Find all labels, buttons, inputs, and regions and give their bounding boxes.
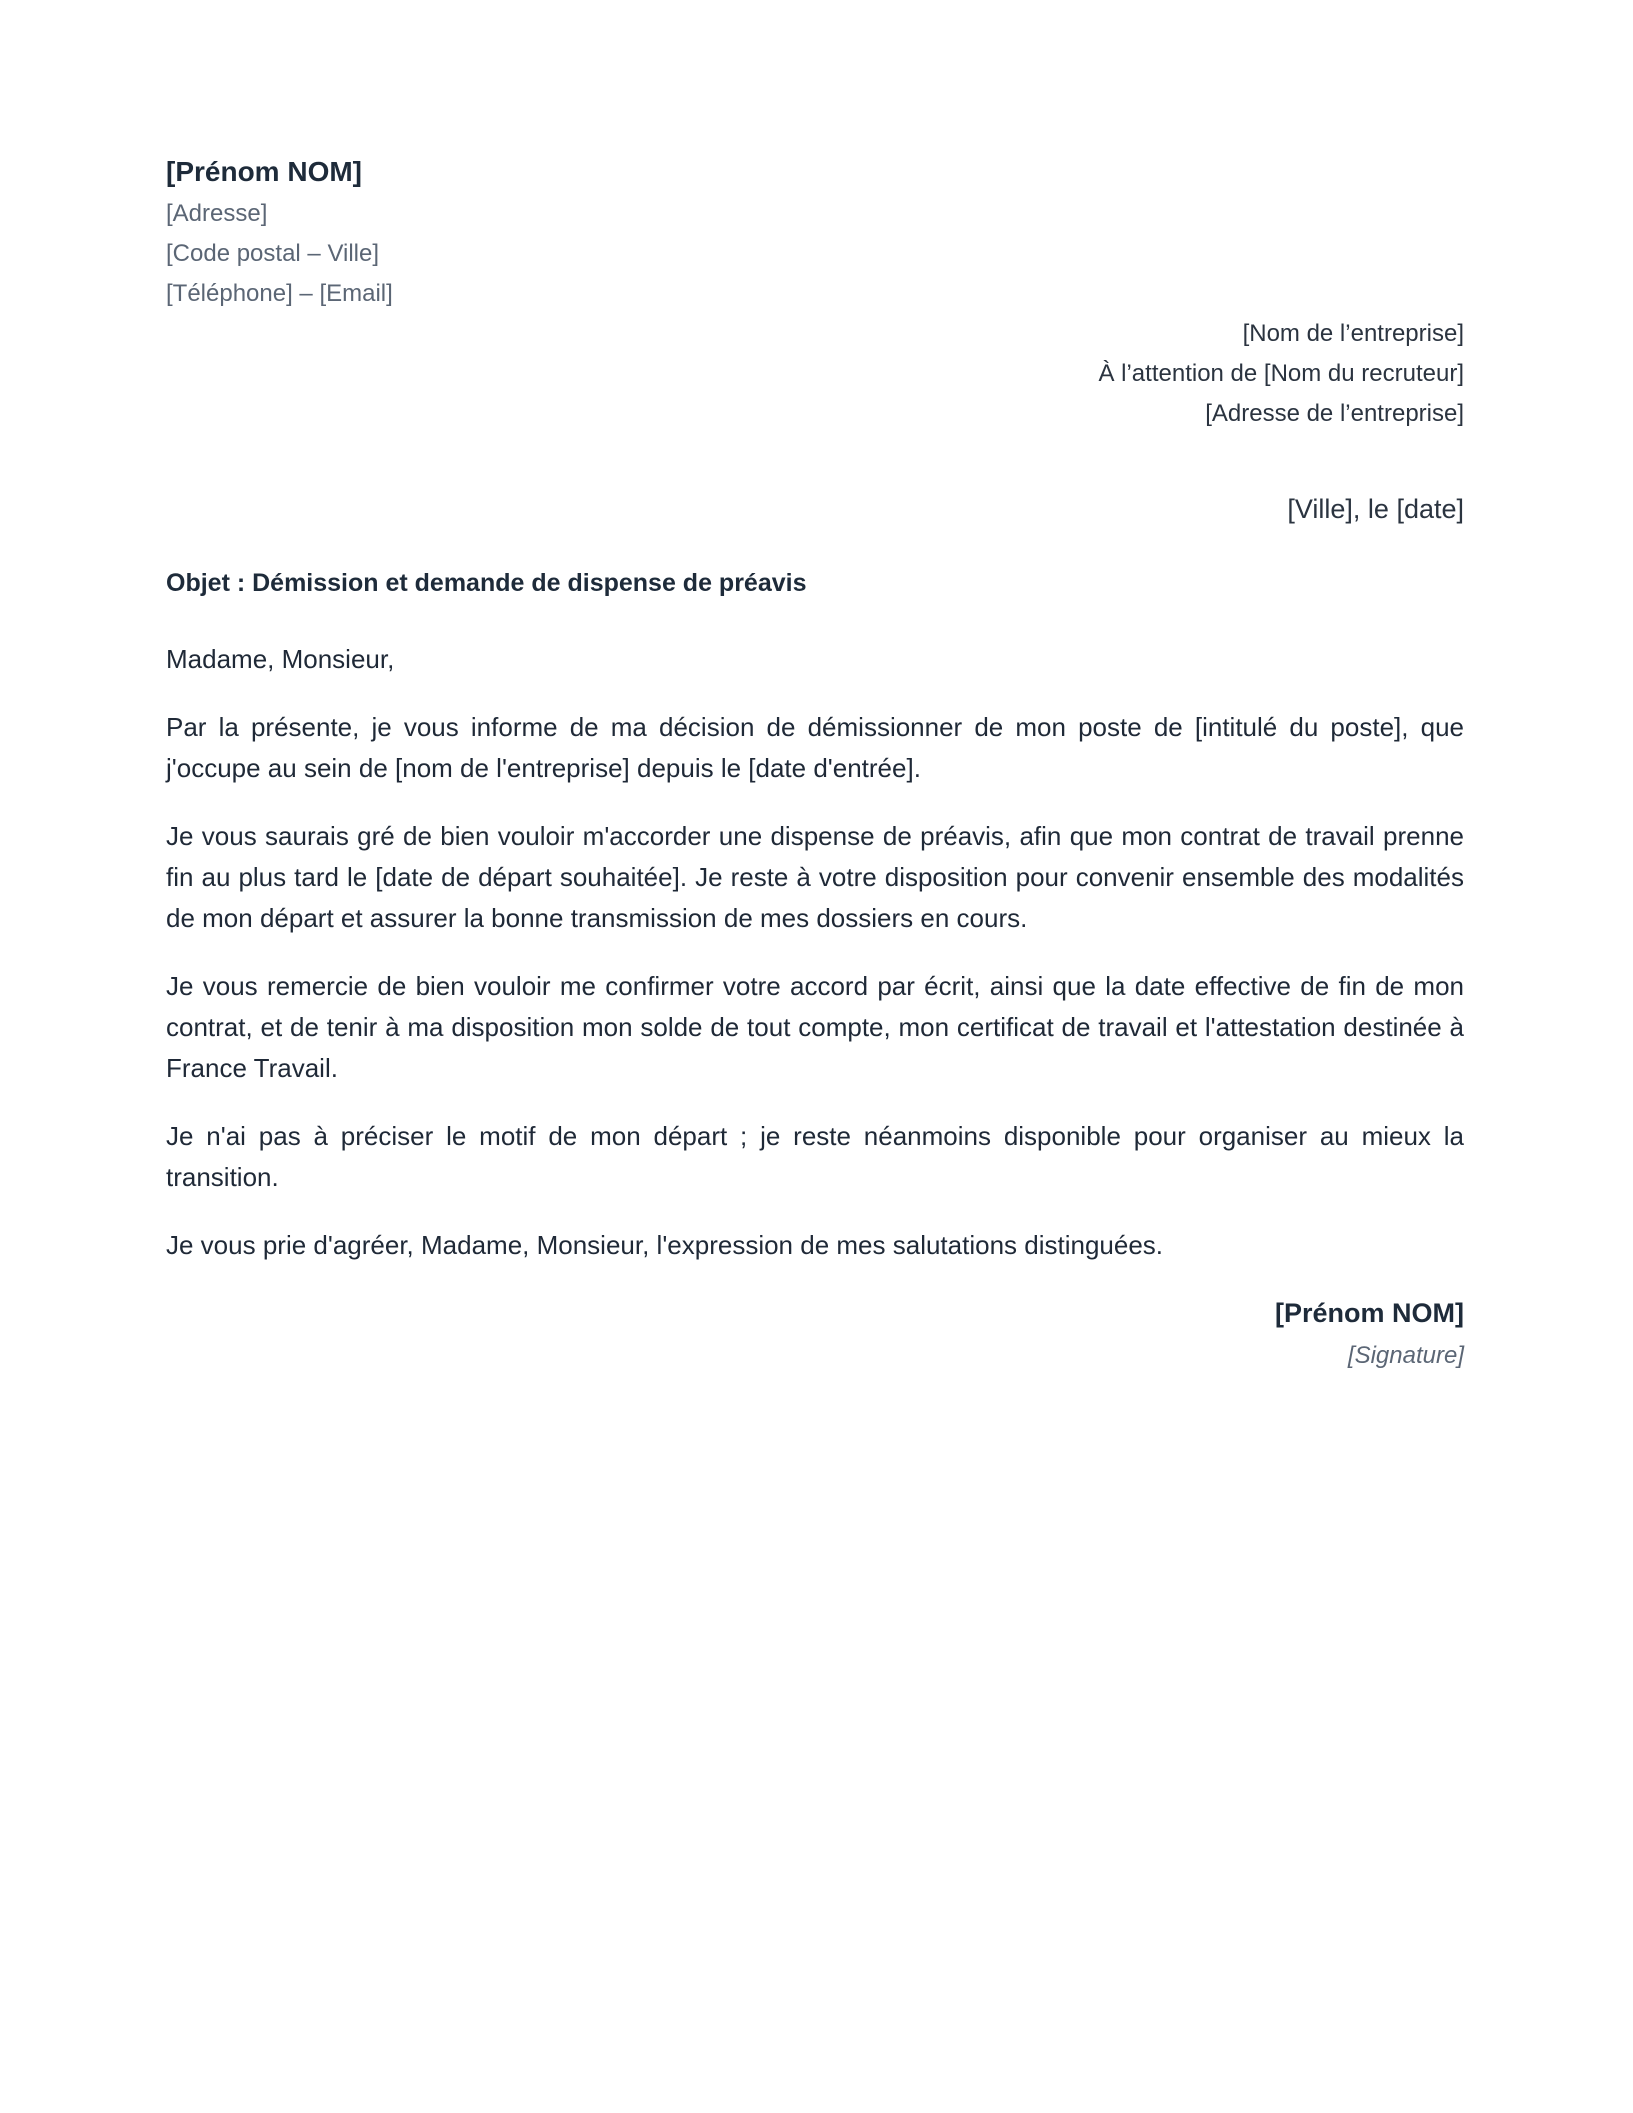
recipient-company: [Nom de l’entreprise]: [1242, 320, 1464, 347]
recipient-attention: À l’attention de [Nom du recruteur]: [1098, 360, 1464, 387]
sender-block: [166, 150, 1464, 314]
signature-name: [Prénom NOM]: [1275, 1298, 1464, 1328]
body-paragraph: Par la présente, je vous informe de ma décision de démissionner de mon poste de [intitulé du poste], que j'occupe au sein de [nom de l'entreprise] depuis le [date d'entrée].: [166, 712, 1464, 783]
letter-content: [166, 150, 1464, 1376]
letter-subject: Objet : Démission et demande de dispense de préavis: [166, 569, 807, 597]
sender-name: [Prénom NOM]: [166, 156, 362, 187]
recipient-block: [166, 314, 1464, 434]
body-paragraph: Je vous saurais gré de bien vouloir m'accorder une dispense de préavis, afin que mon contrat de travail prenne fin au plus tard le [date de départ souhaitée]. Je reste à votre disposition pour convenir ensemble des modalités de mon départ et assurer la bonne transmission de mes dossiers en cours.: [166, 821, 1464, 933]
body-paragraph: Je n'ai pas à préciser le motif de mon départ ; je reste néanmoins disponible pour organiser au mieux la transition.: [166, 1121, 1464, 1192]
place-date: [Ville], le [date]: [1287, 494, 1464, 524]
sender-contact: [Téléphone] – [Email]: [166, 280, 393, 307]
salutation: Madame, Monsieur,: [166, 644, 395, 674]
signature-placeholder: [Signature]: [1347, 1342, 1464, 1369]
recipient-address: [Adresse de l’entreprise]: [1205, 400, 1464, 427]
closing-formula: Je vous prie d'agréer, Madame, Monsieur, l'expression de mes salutations distinguées.: [166, 1230, 1164, 1260]
body-paragraph: Je vous remercie de bien vouloir me confirmer votre accord par écrit, ainsi que la date effective de fin de mon contrat, et de tenir à ma disposition mon solde de tout compte, mon certificat de travail et l'attestation destinée à France Travail.: [166, 971, 1464, 1083]
sender-postal-city: [Code postal – Ville]: [166, 240, 380, 267]
sender-address: [Adresse]: [166, 200, 268, 227]
